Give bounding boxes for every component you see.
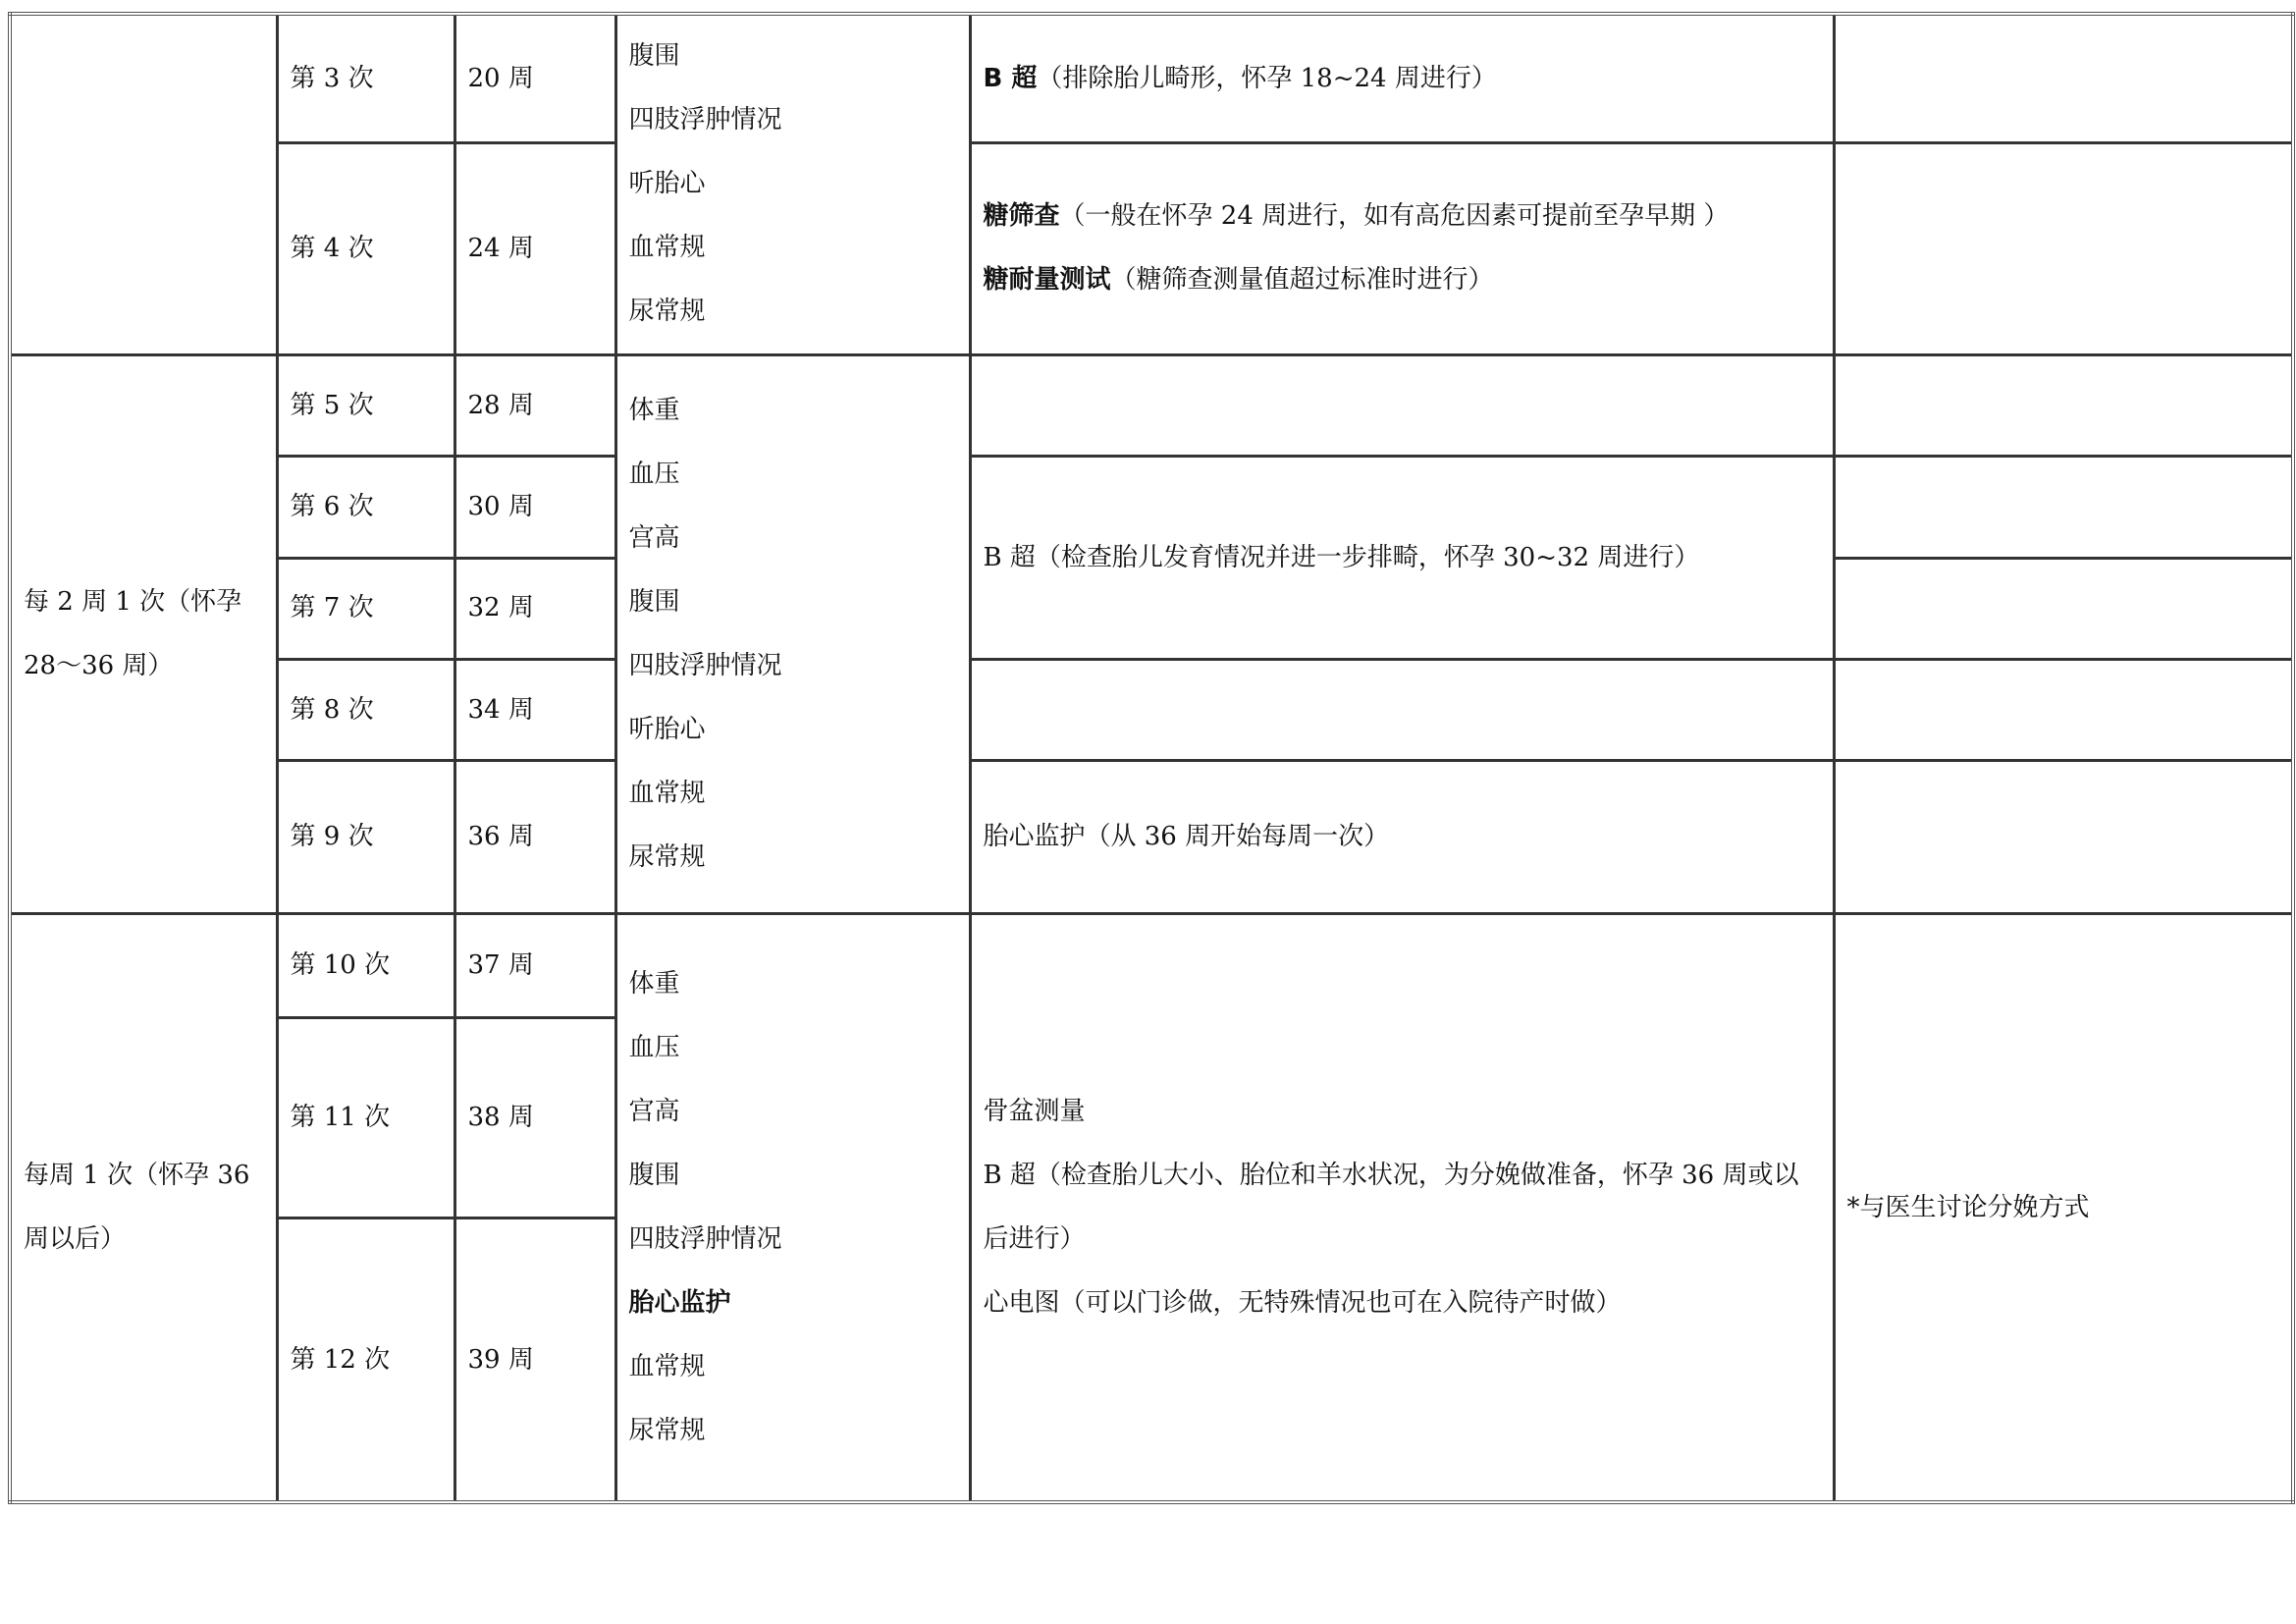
visit-number: 第 3 次 [277,14,454,143]
routine-check-item: 宫高 [628,522,680,553]
routine-check-item: 血常规 [628,233,706,263]
exam-note: （糖筛查测量值超过标准时进行） [1110,265,1494,296]
note-cell [1834,14,2293,143]
visit-number: 第 4 次 [277,143,454,355]
routine-check-item: 血常规 [628,1352,706,1382]
special-exam-cell: 胎心监护（从 36 周开始每周一次） [970,761,1834,914]
special-exam-cell [970,354,1834,456]
routine-check-item: 尿常规 [628,841,706,872]
special-exam-cell [970,14,1834,143]
visit-number: 第 6 次 [277,457,454,558]
routine-check-item: 尿常规 [628,1416,706,1446]
prenatal-schedule-table [8,12,2295,1504]
table-row [10,761,2293,914]
table-row [10,914,2293,1017]
note-cell: *与医生讨论分娩方式 [1834,914,2293,1502]
exam-line [984,185,1821,248]
routine-check-item: 血常规 [628,778,706,808]
table-row [10,660,2293,761]
gestational-week: 30 周 [454,457,615,558]
table-row [10,143,2293,355]
routine-check-item: 四肢浮肿情况 [628,650,782,680]
routine-check-item: 腹围 [628,586,680,617]
exam-term: B 超 [983,63,1038,93]
exam-line: 心电图（可以门诊做，无特殊情况也可在入院待产时做） [983,1288,1622,1319]
gestational-week: 38 周 [454,1017,615,1218]
routine-check-item: 血压 [628,1033,680,1063]
routine-check-item: 听胎心 [628,169,706,199]
note-cell [1834,354,2293,456]
visit-number: 第 11 次 [277,1017,454,1218]
gestational-week: 37 周 [454,914,615,1017]
exam-note: （一般在怀孕 24 周进行，如有高危因素可提前至孕早期 ） [1059,201,1730,232]
note-cell [1834,660,2293,761]
routine-checks [615,14,970,354]
visit-number: 第 12 次 [277,1218,454,1502]
routine-check-item: 四肢浮肿情况 [628,105,782,135]
routine-check-item: 尿常规 [628,297,706,327]
routine-check-item: 体重 [628,969,680,1000]
exam-line: 骨盆测量 [983,1097,1086,1127]
exam-line [984,248,1821,312]
table-row [10,457,2293,558]
note-cell [1834,143,2293,355]
note-cell [1834,457,2293,558]
routine-checks [615,914,970,1502]
routine-check-item: 宫高 [628,1097,680,1127]
routine-check-item: 血压 [628,459,680,489]
special-exam-cell [970,143,1834,355]
gestational-week: 34 周 [454,660,615,761]
gestational-week: 36 周 [454,761,615,914]
visit-number: 第 5 次 [277,354,454,456]
gestational-week: 32 周 [454,558,615,659]
exam-term: 糖筛查 [983,201,1060,232]
special-exam-cell [970,660,1834,761]
table-row [10,354,2293,456]
visit-number: 第 10 次 [277,914,454,1017]
visit-number: 第 7 次 [277,558,454,659]
note-cell [1834,761,2293,914]
gestational-week: 20 周 [454,14,615,143]
routine-check-item: 腹围 [628,1161,680,1191]
gestational-week: 39 周 [454,1218,615,1502]
note-cell [1834,558,2293,659]
routine-checks [615,354,970,913]
routine-check-item: 四肢浮肿情况 [628,1224,782,1255]
gestational-week: 28 周 [454,354,615,456]
exam-note: （排除胎儿畸形，怀孕 18~24 周进行） [1037,63,1497,93]
gestational-week: 24 周 [454,143,615,355]
visit-number: 第 9 次 [277,761,454,914]
routine-check-item: 胎心监护 [628,1288,731,1319]
special-exam-cell [970,914,1834,1502]
exam-term: 糖耐量测试 [983,265,1111,296]
routine-check-item: 体重 [628,395,680,425]
visit-frequency: 每周 1 次（怀孕 36 周以后） [10,914,277,1502]
visit-number: 第 8 次 [277,660,454,761]
exam-line: B 超（检查胎儿大小、胎位和羊水状况，为分娩做准备，怀孕 36 周或以后进行） [983,1161,1799,1255]
frequency-cell-empty [10,14,277,354]
routine-check-item: 腹围 [628,41,680,72]
routine-check-item: 听胎心 [628,714,706,744]
routine-check-item-bold [629,1272,957,1335]
table-row [10,14,2293,143]
special-exam-cell: B 超（检查胎儿发育情况并进一步排畸，怀孕 30~32 周进行） [970,457,1834,660]
visit-frequency: 每 2 周 1 次（怀孕 28～36 周） [10,354,277,913]
